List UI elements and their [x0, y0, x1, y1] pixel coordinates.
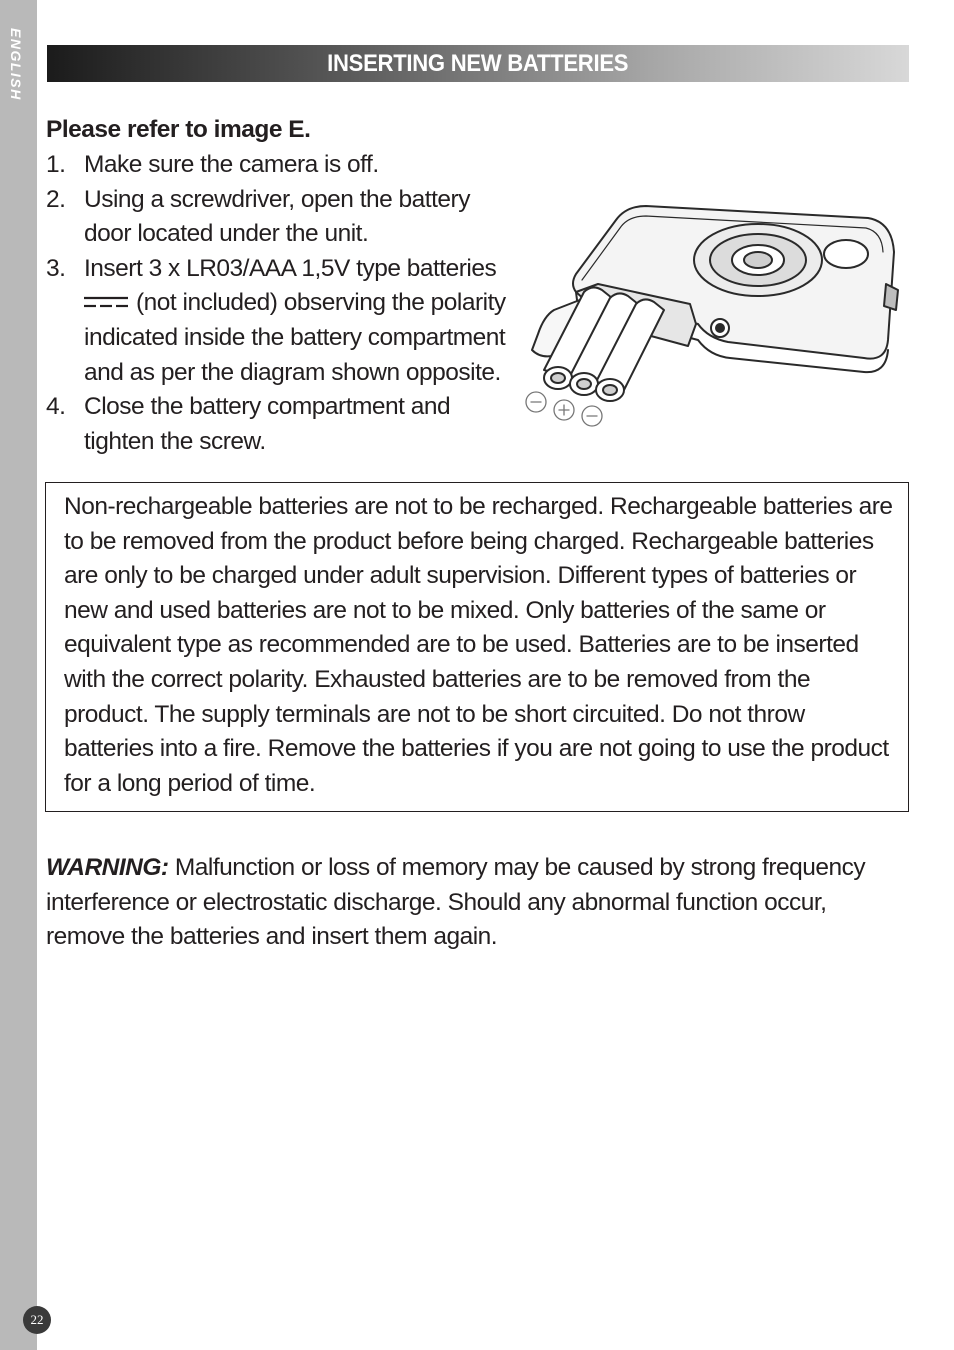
- step-3: [46, 252, 516, 390]
- section-title-bar: [47, 45, 909, 82]
- page-number: 22: [23, 1306, 51, 1334]
- step-1: [46, 148, 516, 183]
- side-strip: [0, 0, 37, 1350]
- step-4: [46, 390, 516, 459]
- language-label: ENGLISH: [8, 28, 24, 101]
- battery-safety-notice: [45, 482, 909, 812]
- warning-paragraph: [46, 851, 910, 955]
- step-text: Close the battery compartment and tighten the screw.: [84, 393, 451, 455]
- notice-text: Non-rechargeable batteries are not to be recharged. Rechargeable batteries are to be removed from the product before being charged. Rechargeable batteries are only to be charged under adult supervision. Different types of batteries or new and used batteries are not to be mixed. Only batteries of the same or equivalent type as recommended are to be used. Batteries are to be inserted with the correct polarity. Exhausted batteries are to be removed from the product. The supply terminals are not to be short circuited. Do not throw batteries into a fire. Remove the batteries if you are not going to use the product for a long period of time.: [64, 493, 893, 797]
- step-text: Make sure the camera is off.: [84, 151, 379, 178]
- warning-label: WARNING:: [46, 854, 169, 881]
- step-text-before: Insert 3 x LR03/AAA 1,5V type batteries: [84, 254, 497, 282]
- dc-symbol-icon: [84, 295, 128, 309]
- warning-text: Malfunction or loss of memory may be caused by strong frequency interference or electrostatic discharge. Should any abnormal function occur, remove the batteries and insert them again.: [46, 854, 866, 951]
- refer-line: Please refer to image E.: [46, 116, 311, 143]
- section-title: INSERTING NEW BATTERIES: [327, 49, 629, 77]
- camera-battery-illustration-icon: [518, 200, 908, 435]
- step-number: 3.: [46, 254, 66, 282]
- step-text-after: (not included) observing the polarity indicated inside the battery compartment and as per the diagram shown opposite.: [84, 289, 506, 386]
- step-text: Using a screwdriver, open the battery door located under the unit.: [84, 185, 470, 248]
- step-2: [46, 183, 516, 252]
- step-number: 4.: [46, 393, 66, 421]
- step-number: 1.: [46, 151, 66, 178]
- steps-list: [46, 148, 516, 459]
- step-number: 2.: [46, 185, 66, 213]
